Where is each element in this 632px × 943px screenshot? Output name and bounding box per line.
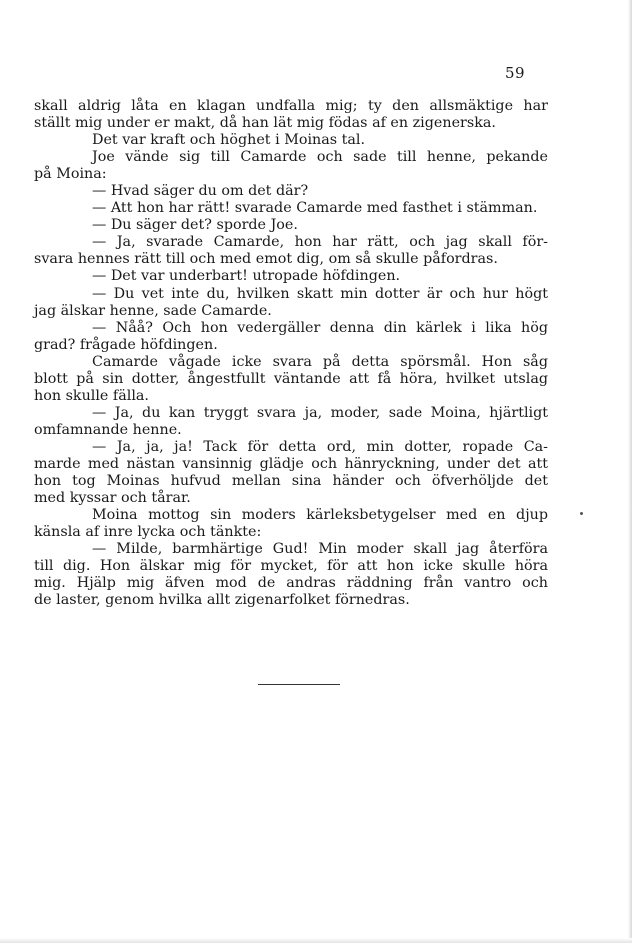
text-line: hon tog Moinas hufvud mellan sina händer och öfverhöljde det: [34, 473, 548, 490]
text-line: omfamnande henne.: [34, 421, 182, 438]
text-line: — Nåå? Och hon vedergäller denna din kärlek i lika hög: [92, 319, 548, 336]
text-line: blott på sin dotter, ångestfullt väntande att få höra, hvilket utslag: [34, 370, 548, 387]
text-line: de laster, genom hvilka allt zigenarfolket förnedras.: [34, 592, 410, 609]
page-edge-shadow: [628, 0, 632, 943]
text-line: — Att hon har rätt! svarade Camarde med fasthet i stämman.: [92, 200, 538, 217]
body-text: [34, 98, 548, 609]
text-line: — Ja, svarade Camarde, hon har rätt, och jag skall för-: [92, 234, 548, 251]
text-line: grad? frågade höfdingen.: [34, 336, 218, 353]
ink-speck: [580, 512, 583, 515]
text-line: Moina mottog sin moders kärleksbetygelser med en djup: [92, 507, 548, 524]
text-line: — Ja, du kan tryggt svara ja, moder, sade Moina, hjärtligt: [92, 404, 548, 421]
text-line: — Du säger det? sporde Joe.: [92, 217, 298, 234]
section-divider: [258, 684, 340, 685]
text-line: Camarde vågade icke svara på detta spörsmål. Hon såg: [92, 353, 548, 370]
text-line: marde med nästan vansinnig glädje och hänryckning, under det att: [34, 455, 548, 472]
text-line: jag älskar henne, sade Camarde.: [34, 302, 272, 319]
text-line: svara hennes rätt till och med emot dig, om så skulle påfordras.: [34, 251, 498, 268]
text-line: ställt mig under er makt, då han lät mig födas af en zigenerska.: [34, 115, 496, 132]
text-line: — Det var underbart! utropade höfdingen.: [92, 268, 401, 285]
text-line: — Du vet inte du, hvilken skatt min dotter är och hur högt: [92, 285, 548, 302]
text-line: känsla af inre lycka och tänkte:: [34, 524, 262, 541]
page-bottom-shadow: [0, 938, 632, 943]
text-line: — Ja, ja, ja! Tack för detta ord, min dotter, ropade Ca-: [92, 438, 548, 455]
text-line: — Milde, barmhärtige Gud! Min moder skall jag återföra: [92, 541, 548, 558]
text-line: hon skulle fälla.: [34, 387, 149, 404]
text-line: — Hvad säger du om det där?: [92, 183, 309, 200]
text-line: mig. Hjälp mig äfven mod de andras räddning från vantro och: [34, 575, 548, 592]
text-line: skall aldrig låta en klagan undfalla mig; ty den allsmäktige har: [34, 98, 548, 114]
page-number: 59: [505, 64, 526, 82]
text-line: på Moina:: [34, 166, 107, 183]
text-line: Det var kraft och höghet i Moinas tal.: [92, 132, 366, 149]
text-line: till dig. Hon älskar mig för mycket, för att hon icke skulle höra: [34, 558, 548, 575]
text-line: Joe vände sig till Camarde och sade till henne, pekande: [92, 149, 548, 166]
text-line: med kyssar och tårar.: [34, 490, 191, 507]
